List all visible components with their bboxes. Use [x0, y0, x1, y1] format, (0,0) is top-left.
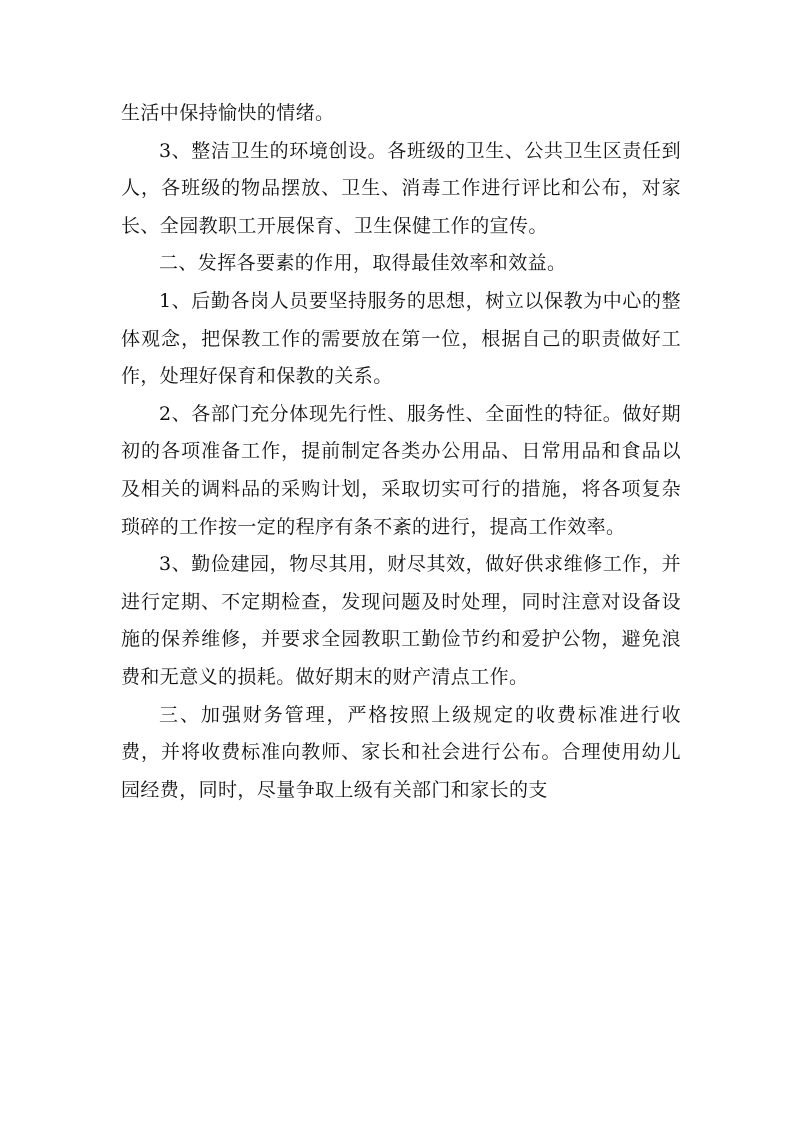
paragraph-6: 3、勤俭建园，物尽其用，财尽其效，做好供求维修工作，并进行定期、不定期检查，发现问题及时处理，同时注意对设备设施的保养维修，并要求全园教职工勤俭节约和爱护公物，避免浪费和无意义的损耗。做好期末的财产清点工作。: [121, 553, 681, 688]
paragraph-3: 二、发挥各要素的作用，取得最佳效率和效益。: [159, 252, 567, 275]
paragraph-2: 3、整洁卫生的环境创设。各班级的卫生、公共卫生区责任到人，各班级的物品摆放、卫生、消毒工作进行评比和公布，对家长、全园教职工开展保育、卫生保健工作的宣传。: [121, 139, 681, 237]
paragraph-5: 2、各部门充分体现先行性、服务性、全面性的特征。做好期初的各项准备工作，提前制定各类办公用品、日常用品和食品以及相关的调料品的采购计划，采取切实可行的措施，将各项复杂琐碎的工作按一定的程序有条不紊的进行，提高工作效率。: [121, 402, 681, 538]
paragraph-1: 生活中保持愉快的情绪。: [121, 102, 335, 124]
paragraph-4: 1、后勤各岗人员要坚持服务的思想，树立以保教为中心的整体观念，把保教工作的需要放在第一位，根据自己的职责做好工作，处理好保育和保教的关系。: [121, 289, 681, 388]
document-body: [121, 95, 681, 809]
paragraph-7: 三、加强财务管理，严格按照上级规定的收费标准进行收费，并将收费标准向教师、家长和社会进行公布。合理使用幼儿园经费，同时，尽量争取上级有关部门和家长的支: [121, 703, 681, 801]
